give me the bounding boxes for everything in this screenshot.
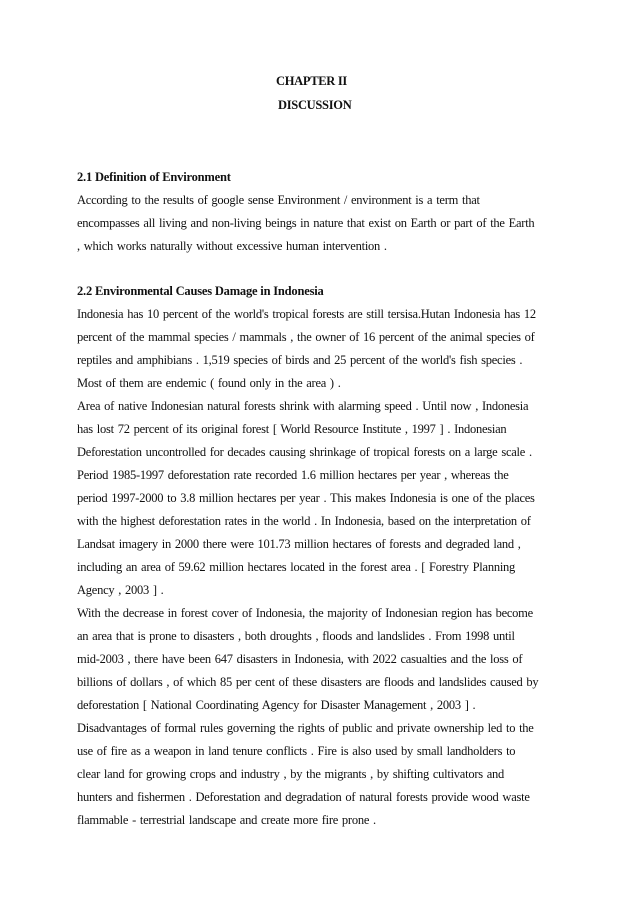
paragraph-line: clear land for growing crops and industry , by the migrants , by shifting cultivators and — [77, 767, 505, 781]
paragraph-line: According to the results of google sense Environment / environment is a term that — [77, 193, 480, 207]
paragraph-line: billions of dollars , of which 85 per cent of these disasters are floods and landslides caused by — [77, 675, 539, 689]
paragraph-line: Deforestation uncontrolled for decades causing shrinkage of tropical forests on a large scale . — [77, 445, 532, 459]
section-gap — [77, 258, 557, 280]
paragraph-line: encompasses all living and non-living beings in nature that exist on Earth or part of the Earth — [77, 216, 535, 230]
paragraph-line: Agency , 2003 ] . — [77, 583, 164, 597]
paragraph-line: period 1997-2000 to 3.8 million hectares per year . This makes Indonesia is one of the places — [77, 491, 535, 505]
chapter-label: CHAPTER II — [276, 74, 347, 88]
section-2-2 — [77, 280, 557, 832]
paragraph-line: deforestation [ National Coordinating Agency for Disaster Management , 2003 ] . — [77, 698, 476, 712]
paragraph-line: Most of them are endemic ( found only in the area ) . — [77, 376, 341, 390]
paragraph-line: with the highest deforestation rates in the world . In Indonesia, based on the interpretation of — [77, 514, 531, 528]
section-heading: 2.1 Definition of Environment — [77, 170, 231, 184]
paragraph-line: Indonesia has 10 percent of the world's tropical forests are still tersisa.Hutan Indonesia has 12 — [77, 307, 536, 321]
paragraph-line: With the decrease in forest cover of Indonesia, the majority of Indonesian region has become — [77, 606, 533, 620]
paragraph-line: percent of the mammal species / mammals , the owner of 16 percent of the animal species of — [77, 330, 535, 344]
section-heading: 2.2 Environmental Causes Damage in Indonesia — [77, 284, 324, 298]
paragraph-line: reptiles and amphibians . 1,519 species of birds and 25 percent of the world's fish species . — [77, 353, 523, 367]
paragraph-line: Disadvantages of formal rules governing the rights of public and private ownership led to the — [77, 721, 534, 735]
paragraph-line: including an area of 59.62 million hectares located in the forest area . [ Forestry Planning — [77, 560, 516, 574]
paragraph-line: hunters and fishermen . Deforestation and degradation of natural forests provide wood waste — [77, 790, 530, 804]
paragraph-line: Period 1985-1997 deforestation rate recorded 1.6 million hectares per year , whereas the — [77, 468, 509, 482]
chapter-title: DISCUSSION — [278, 98, 352, 112]
paragraph-line: Area of native Indonesian natural forests shrink with alarming speed . Until now , Indonesia — [77, 399, 529, 413]
paragraph-line: mid-2003 , there have been 647 disasters in Indonesia, with 2022 casualties and the loss of — [77, 652, 523, 666]
document-body — [77, 166, 557, 832]
paragraph-line: an area that is prone to disasters , both droughts , floods and landslides . From 1998 until — [77, 629, 515, 643]
paragraph-line: use of fire as a weapon in land tenure conflicts . Fire is also used by small landholders to — [77, 744, 516, 758]
paragraph-line: has lost 72 percent of its original forest [ World Resource Institute , 1997 ] . Indonesian — [77, 422, 507, 436]
section-2-1 — [77, 166, 557, 258]
paragraph-line: , which works naturally without excessive human intervention . — [77, 239, 387, 253]
paragraph-line: flammable - terrestrial landscape and create more fire prone . — [77, 813, 376, 827]
paragraph-line: Landsat imagery in 2000 there were 101.73 million hectares of forests and degraded land , — [77, 537, 521, 551]
